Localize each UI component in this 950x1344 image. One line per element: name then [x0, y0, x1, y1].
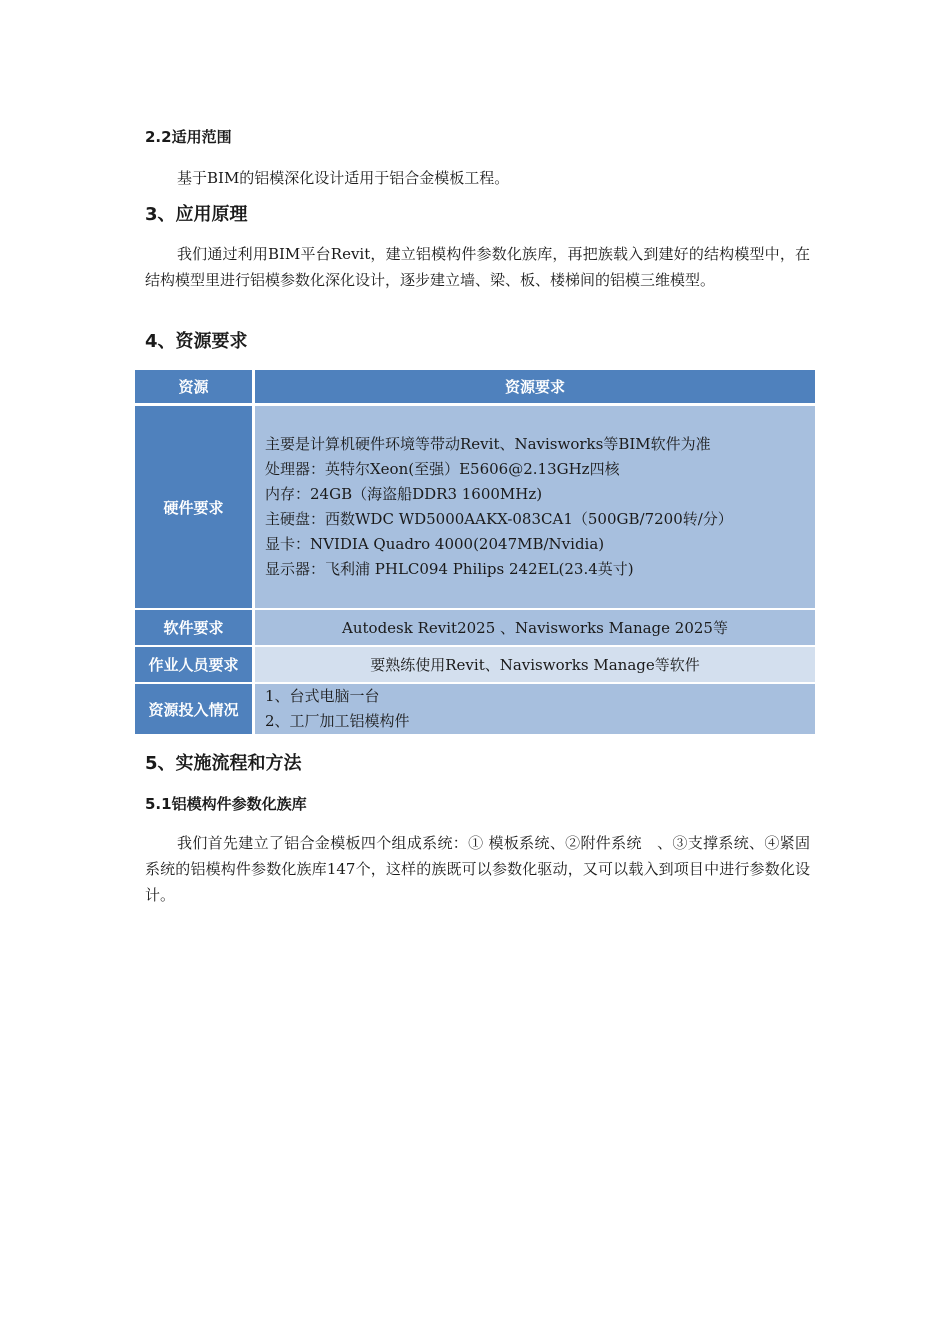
- paragraph-3: 我们通过利用BIM平台Revit，建立铝模构件参数化族库，再把族载入到建好的结构模型中，在结构模型里进行铝模参数化深化设计，逐步建立墙、梁、板、楼梯间的铝模三维模型。: [145, 245, 810, 289]
- staff-value: 要熟练使用Revit、Navisworks Manage等软件: [255, 647, 815, 684]
- heading-3: 3、应用原理: [145, 204, 248, 225]
- resource-table: [135, 370, 815, 734]
- investment-line: 1、台式电脑一台: [265, 687, 380, 705]
- hardware-line: 内存：24GB（海盗船DDR3 1600MHz): [265, 485, 543, 503]
- hardware-line: 显示器：飞利浦 PHLC094 Philips 242EL(23.4英寸): [265, 560, 634, 578]
- heading-5-1: 5.1铝模构件参数化族库: [145, 795, 307, 813]
- table-row-investment: [135, 684, 815, 734]
- investment-label: 资源投入情况: [135, 684, 255, 734]
- software-value: Autodesk Revit2025 、Navisworks Manage 2025等: [255, 610, 815, 647]
- hardware-label: 硬件要求: [135, 406, 255, 610]
- table-row-hardware: [135, 406, 815, 610]
- heading-2-2: 2.2适用范围: [145, 128, 232, 146]
- hardware-line: 主硬盘：西数WDC WD5000AAKX-083CA1（500GB/7200转/分）: [265, 510, 733, 528]
- investment-line: 2、工厂加工铝模构件: [265, 712, 410, 730]
- table-header-row: [135, 370, 815, 406]
- table-header-requirement: 资源要求: [255, 370, 815, 406]
- heading-5: 5、实施流程和方法: [145, 753, 302, 774]
- investment-value: [255, 684, 815, 734]
- hardware-line: 显卡：NVIDIA Quadro 4000(2047MB/Nvidia): [265, 535, 605, 553]
- software-label: 软件要求: [135, 610, 255, 647]
- table-header-resource: 资源: [135, 370, 255, 406]
- paragraph-2-2: 基于BIM的铝模深化设计适用于铝合金模板工程。: [177, 169, 510, 187]
- hardware-value: [255, 406, 815, 610]
- staff-label: 作业人员要求: [135, 647, 255, 684]
- table-row-software: [135, 610, 815, 647]
- hardware-line: 处理器：英特尔Xeon(至强）E5606@2.13GHz四核: [265, 460, 620, 478]
- hardware-line: 主要是计算机硬件环境等带动Revit、Navisworks等BIM软件为准: [265, 435, 711, 453]
- heading-4: 4、资源要求: [145, 331, 248, 352]
- paragraph-5-1: 我们首先建立了铝合金模板四个组成系统：① 模板系统、②附件系统 、③支撑系统、④紧固系统的铝模构件参数化族库147个，这样的族既可以参数化驱动，又可以载入到项目中进行参数化设计。: [145, 834, 810, 904]
- table-row-staff: [135, 647, 815, 684]
